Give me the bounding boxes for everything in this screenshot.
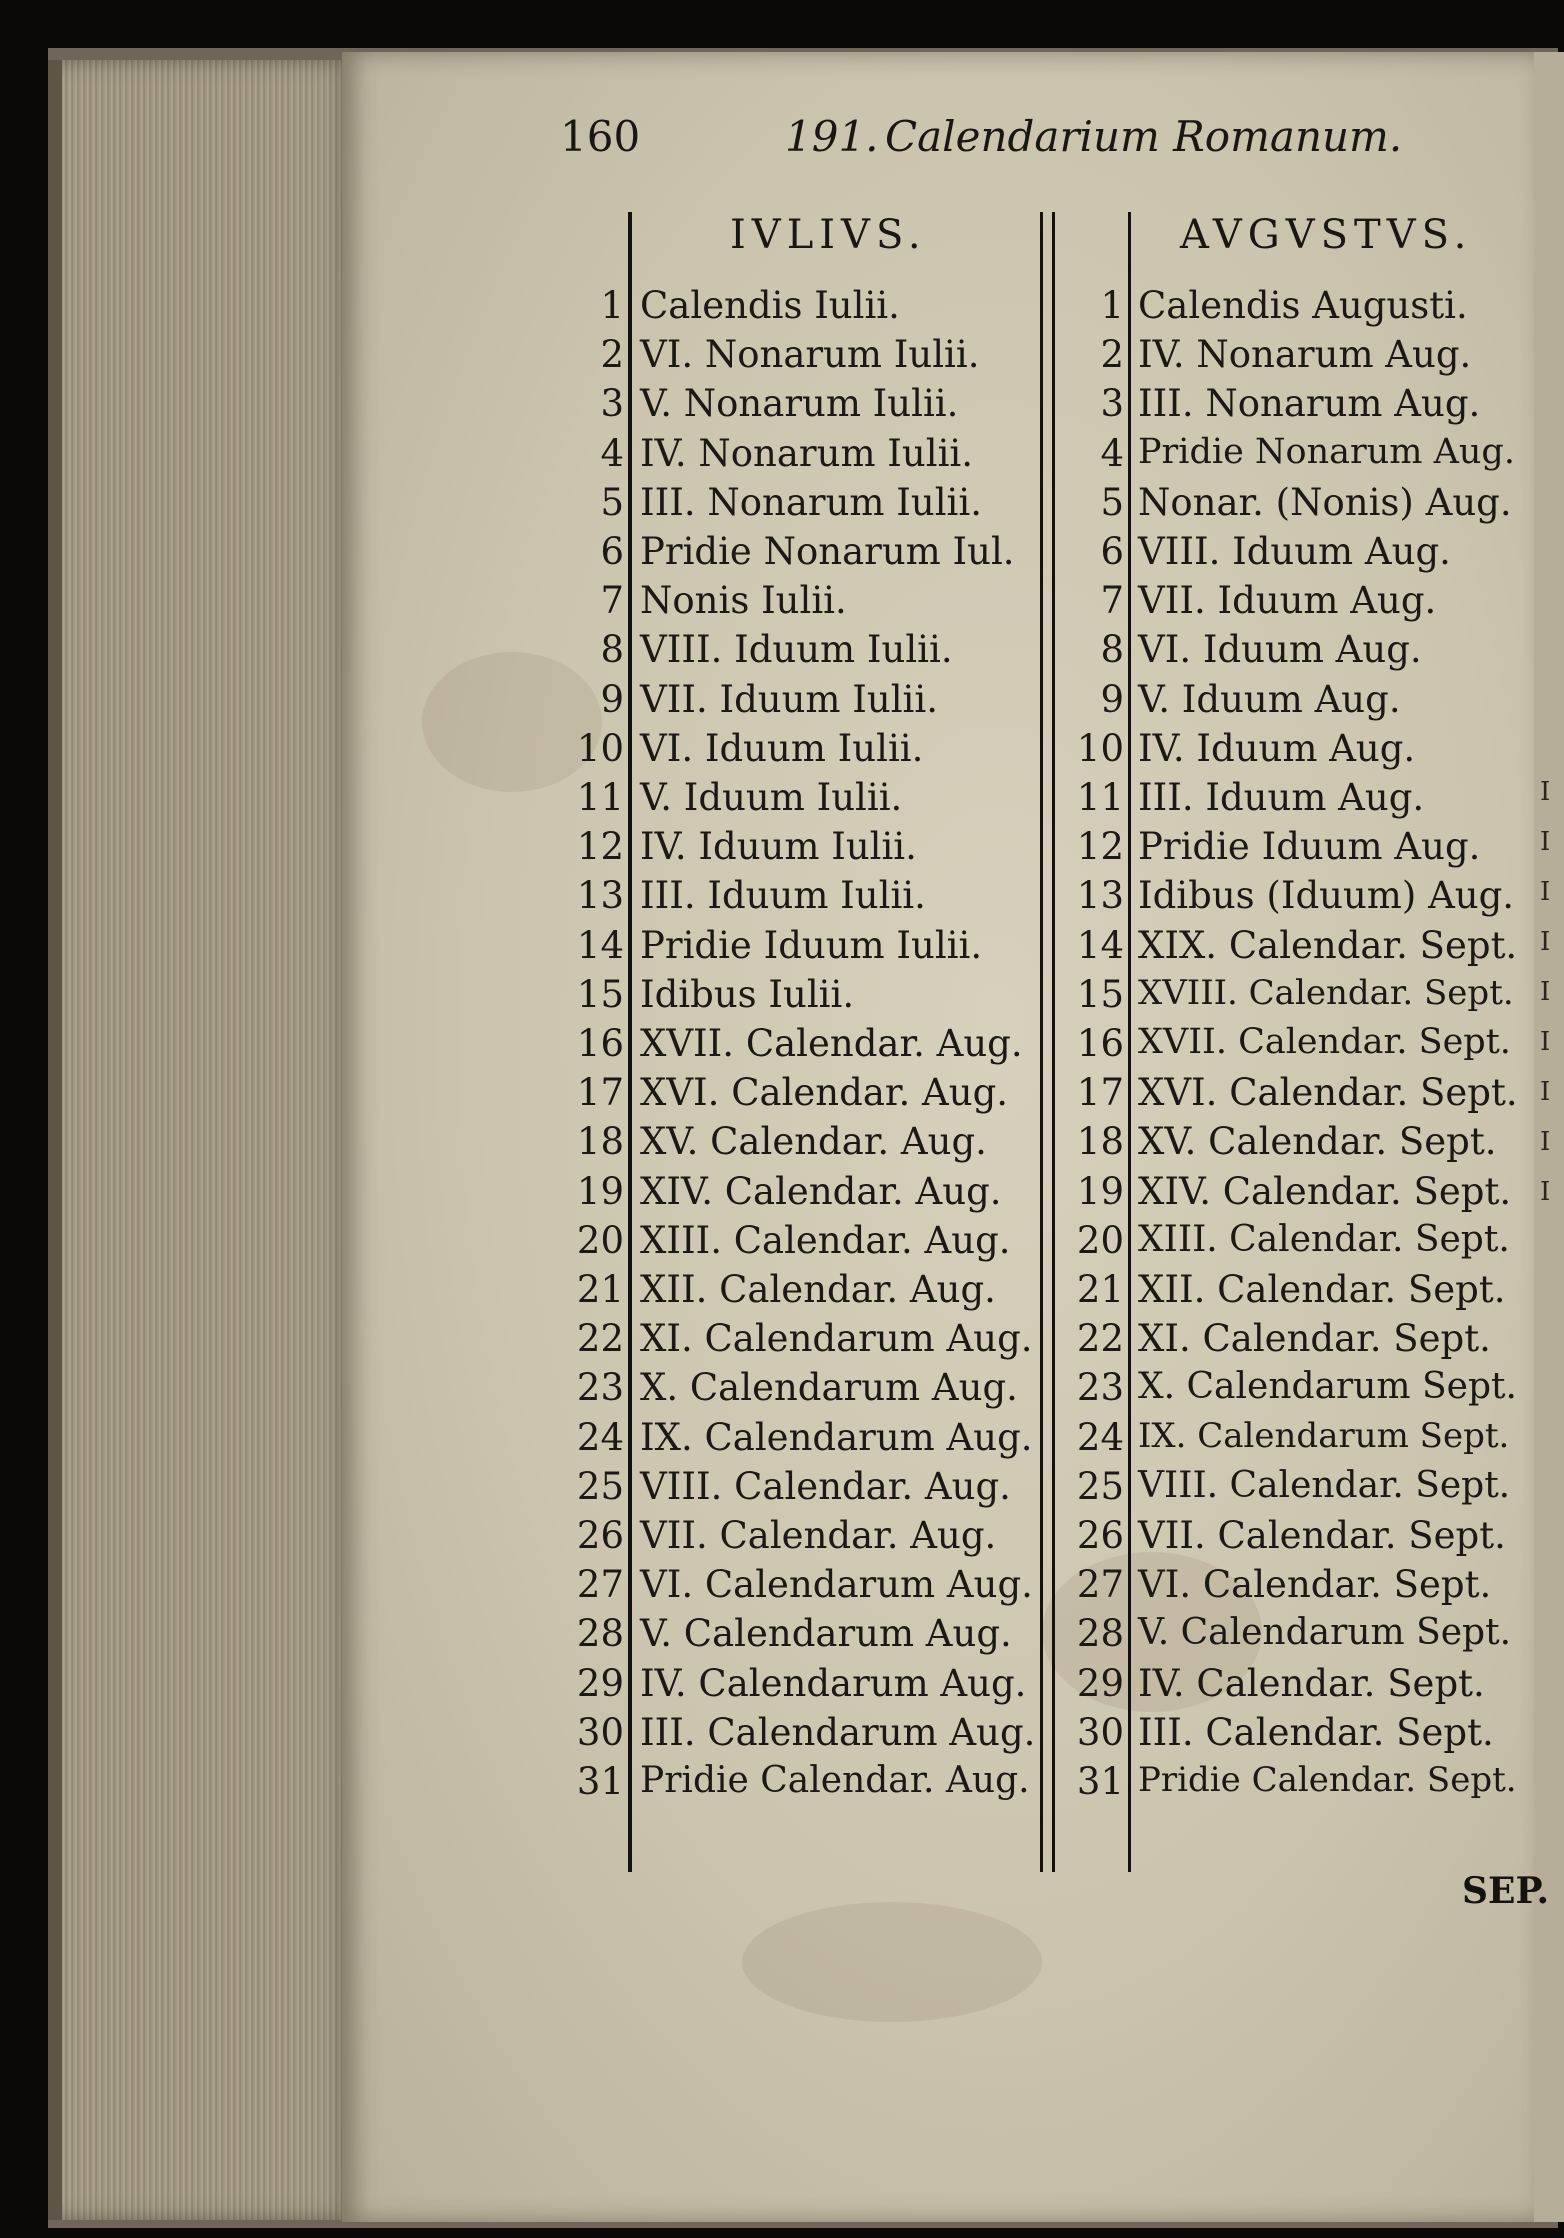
julius-day-number: 19 xyxy=(576,1170,624,1213)
month-title-julius: IVLIVS. xyxy=(730,212,927,258)
julius-day-number: 29 xyxy=(576,1662,624,1705)
julius-day-number: 28 xyxy=(576,1612,624,1655)
julius-day-number: 10 xyxy=(576,727,624,770)
augustus-day-entry: XI. Calendar. Sept. xyxy=(1138,1317,1491,1360)
julius-day-entry: IV. Nonarum Iulii. xyxy=(640,432,973,475)
augustus-day-entry: IX. Calendarum Sept. xyxy=(1138,1416,1510,1456)
julius-day-entry: V. Iduum Iulii. xyxy=(640,776,903,819)
augustus-day-number: 23 xyxy=(1076,1366,1124,1409)
augustus-day-number: 16 xyxy=(1076,1022,1124,1065)
augustus-day-number: 28 xyxy=(1076,1612,1124,1655)
augustus-day-entry: VI. Calendar. Sept. xyxy=(1138,1563,1492,1606)
julius-day-number: 30 xyxy=(576,1711,624,1754)
julius-day-entry: III. Calendarum Aug. xyxy=(640,1711,1036,1754)
augustus-day-number: 10 xyxy=(1076,727,1124,770)
paper-stain xyxy=(422,652,602,792)
augustus-day-entry: IV. Calendar. Sept. xyxy=(1138,1662,1485,1705)
augustus-day-entry: VII. Iduum Aug. xyxy=(1138,579,1437,622)
augustus-day-number: 18 xyxy=(1076,1120,1124,1163)
catchword: SEP. xyxy=(1462,1870,1550,1912)
augustus-day-number: 31 xyxy=(1076,1760,1124,1803)
julius-day-number: 25 xyxy=(576,1465,624,1508)
augustus-day-number: 5 xyxy=(1100,481,1124,524)
augustus-day-entry: XIII. Calendar. Sept. xyxy=(1138,1219,1510,1260)
julius-day-entry: IV. Calendarum Aug. xyxy=(640,1662,1027,1705)
augustus-day-number: 24 xyxy=(1076,1416,1124,1459)
julius-day-number: 3 xyxy=(600,382,624,425)
augustus-day-number: 7 xyxy=(1100,579,1124,622)
julius-day-entry: IV. Iduum Iulii. xyxy=(640,825,917,868)
julius-day-number: 23 xyxy=(576,1366,624,1409)
augustus-day-number: 3 xyxy=(1100,382,1124,425)
julius-day-number: 22 xyxy=(576,1317,624,1360)
julius-left-rule xyxy=(628,212,632,1872)
julius-day-number: 17 xyxy=(576,1071,624,1114)
julius-day-number: 20 xyxy=(576,1219,624,1262)
next-page-edge: I I I I I I I I I xyxy=(1534,52,1564,2222)
julius-day-number: 12 xyxy=(576,825,624,868)
julius-day-number: 31 xyxy=(576,1760,624,1803)
julius-day-entry: VI. Nonarum Iulii. xyxy=(640,333,980,376)
julius-day-number: 21 xyxy=(576,1268,624,1311)
julius-day-entry: Idibus Iulii. xyxy=(640,973,855,1016)
julius-day-entry: XI. Calendarum Aug. xyxy=(640,1317,1033,1360)
augustus-day-entry: V. Calendarum Sept. xyxy=(1138,1612,1512,1653)
section-number: 191. xyxy=(785,112,879,161)
paper-stain xyxy=(742,1902,1042,2022)
augustus-day-entry: XIV. Calendar. Sept. xyxy=(1138,1170,1512,1213)
augustus-day-entry: IV. Nonarum Aug. xyxy=(1138,333,1472,376)
julius-day-number: 7 xyxy=(600,579,624,622)
julius-day-number: 13 xyxy=(576,874,624,917)
augustus-day-entry: Pridie Nonarum Aug. xyxy=(1138,432,1515,472)
augustus-day-number: 17 xyxy=(1076,1071,1124,1114)
augustus-day-entry: IV. Iduum Aug. xyxy=(1138,727,1416,770)
julius-day-number: 5 xyxy=(600,481,624,524)
julius-day-entry: X. Calendarum Aug. xyxy=(640,1366,1018,1409)
julius-day-number: 15 xyxy=(576,973,624,1016)
julius-day-entry: VII. Iduum Iulii. xyxy=(640,678,938,721)
augustus-day-entry: Nonar. (Nonis) Aug. xyxy=(1138,481,1512,524)
julius-day-number: 1 xyxy=(600,284,624,327)
julius-day-entry: XIV. Calendar. Aug. xyxy=(640,1170,1002,1213)
page-title: Calendarium Romanum. xyxy=(885,112,1403,161)
augustus-day-entry: X. Calendarum Sept. xyxy=(1138,1366,1517,1407)
julius-day-entry: Calendis Iulii. xyxy=(640,284,900,327)
augustus-day-entry: XV. Calendar. Sept. xyxy=(1138,1120,1497,1163)
month-title-augustus: AVGVSTVS. xyxy=(1180,212,1473,258)
page-edges xyxy=(48,60,362,2220)
augustus-day-entry: VIII. Iduum Aug. xyxy=(1138,530,1451,573)
augustus-day-entry: XIX. Calendar. Sept. xyxy=(1138,924,1518,967)
julius-day-entry: IX. Calendarum Aug. xyxy=(640,1416,1033,1459)
augustus-day-number: 21 xyxy=(1076,1268,1124,1311)
augustus-day-number: 13 xyxy=(1076,874,1124,917)
augustus-day-number: 20 xyxy=(1076,1219,1124,1262)
augustus-day-entry: Pridie Iduum Aug. xyxy=(1138,825,1481,868)
julius-day-entry: Pridie Calendar. Aug. xyxy=(640,1760,1030,1801)
julius-day-entry: VIII. Iduum Iulii. xyxy=(640,628,953,671)
augustus-day-number: 4 xyxy=(1100,432,1124,475)
augustus-day-number: 15 xyxy=(1076,973,1124,1016)
augustus-day-entry: VI. Iduum Aug. xyxy=(1138,628,1422,671)
julius-day-number: 26 xyxy=(576,1514,624,1557)
augustus-left-rule xyxy=(1128,212,1131,1872)
augustus-day-number: 30 xyxy=(1076,1711,1124,1754)
augustus-day-number: 9 xyxy=(1100,678,1124,721)
julius-day-entry: XV. Calendar. Aug. xyxy=(640,1120,987,1163)
augustus-day-number: 26 xyxy=(1076,1514,1124,1557)
julius-day-entry: XIII. Calendar. Aug. xyxy=(640,1219,1011,1262)
augustus-day-entry: Idibus (Iduum) Aug. xyxy=(1138,874,1515,917)
augustus-day-entry: Pridie Calendar. Sept. xyxy=(1138,1760,1517,1800)
julius-day-entry: Pridie Iduum Iulii. xyxy=(640,924,983,967)
augustus-day-number: 25 xyxy=(1076,1465,1124,1508)
julius-day-entry: III. Nonarum Iulii. xyxy=(640,481,982,524)
augustus-day-entry: III. Iduum Aug. xyxy=(1138,776,1425,819)
augustus-day-number: 29 xyxy=(1076,1662,1124,1705)
julius-day-number: 2 xyxy=(600,333,624,376)
augustus-day-number: 11 xyxy=(1076,776,1124,819)
julius-day-number: 11 xyxy=(576,776,624,819)
augustus-day-entry: VIII. Calendar. Sept. xyxy=(1138,1465,1511,1506)
julius-day-entry: VII. Calendar. Aug. xyxy=(640,1514,997,1557)
augustus-day-number: 8 xyxy=(1100,628,1124,671)
julius-day-entry: Pridie Nonarum Iul. xyxy=(640,530,1015,573)
page-number: 160 xyxy=(560,112,641,161)
julius-day-entry: VI. Calendarum Aug. xyxy=(640,1563,1033,1606)
augustus-day-number: 12 xyxy=(1076,825,1124,868)
column-separator-rule xyxy=(1052,212,1055,1872)
augustus-day-number: 2 xyxy=(1100,333,1124,376)
julius-day-number: 14 xyxy=(576,924,624,967)
julius-day-number: 16 xyxy=(576,1022,624,1065)
julius-day-number: 18 xyxy=(576,1120,624,1163)
julius-day-entry: III. Iduum Iulii. xyxy=(640,874,926,917)
augustus-day-entry: VII. Calendar. Sept. xyxy=(1138,1514,1506,1557)
julius-day-number: 4 xyxy=(600,432,624,475)
augustus-day-number: 14 xyxy=(1076,924,1124,967)
augustus-day-number: 6 xyxy=(1100,530,1124,573)
augustus-day-entry: XVII. Calendar. Sept. xyxy=(1138,1022,1511,1062)
augustus-day-entry: Calendis Augusti. xyxy=(1138,284,1468,327)
julius-day-entry: XVI. Calendar. Aug. xyxy=(640,1071,1009,1114)
augustus-day-number: 27 xyxy=(1076,1563,1124,1606)
julius-day-number: 6 xyxy=(600,530,624,573)
augustus-day-entry: XII. Calendar. Sept. xyxy=(1138,1268,1506,1311)
julius-day-entry: V. Nonarum Iulii. xyxy=(640,382,959,425)
julius-day-entry: XVII. Calendar. Aug. xyxy=(640,1022,1023,1065)
julius-day-entry: XII. Calendar. Aug. xyxy=(640,1268,996,1311)
augustus-day-entry: XVIII. Calendar. Sept. xyxy=(1138,973,1514,1013)
julius-day-number: 24 xyxy=(576,1416,624,1459)
augustus-day-entry: V. Iduum Aug. xyxy=(1138,678,1401,721)
augustus-day-number: 22 xyxy=(1076,1317,1124,1360)
julius-day-entry: Nonis Iulii. xyxy=(640,579,847,622)
julius-day-number: 27 xyxy=(576,1563,624,1606)
julius-day-entry: VI. Iduum Iulii. xyxy=(640,727,924,770)
julius-day-entry: V. Calendarum Aug. xyxy=(640,1612,1012,1655)
augustus-day-entry: XVI. Calendar. Sept. xyxy=(1138,1071,1518,1114)
julius-day-number: 8 xyxy=(600,628,624,671)
julius-right-rule xyxy=(1040,212,1043,1872)
julius-day-entry: VIII. Calendar. Aug. xyxy=(640,1465,1011,1508)
augustus-day-entry: III. Nonarum Aug. xyxy=(1138,382,1481,425)
augustus-day-number: 19 xyxy=(1076,1170,1124,1213)
augustus-day-number: 1 xyxy=(1100,284,1124,327)
julius-day-number: 9 xyxy=(600,678,624,721)
augustus-day-entry: III. Calendar. Sept. xyxy=(1138,1711,1494,1754)
